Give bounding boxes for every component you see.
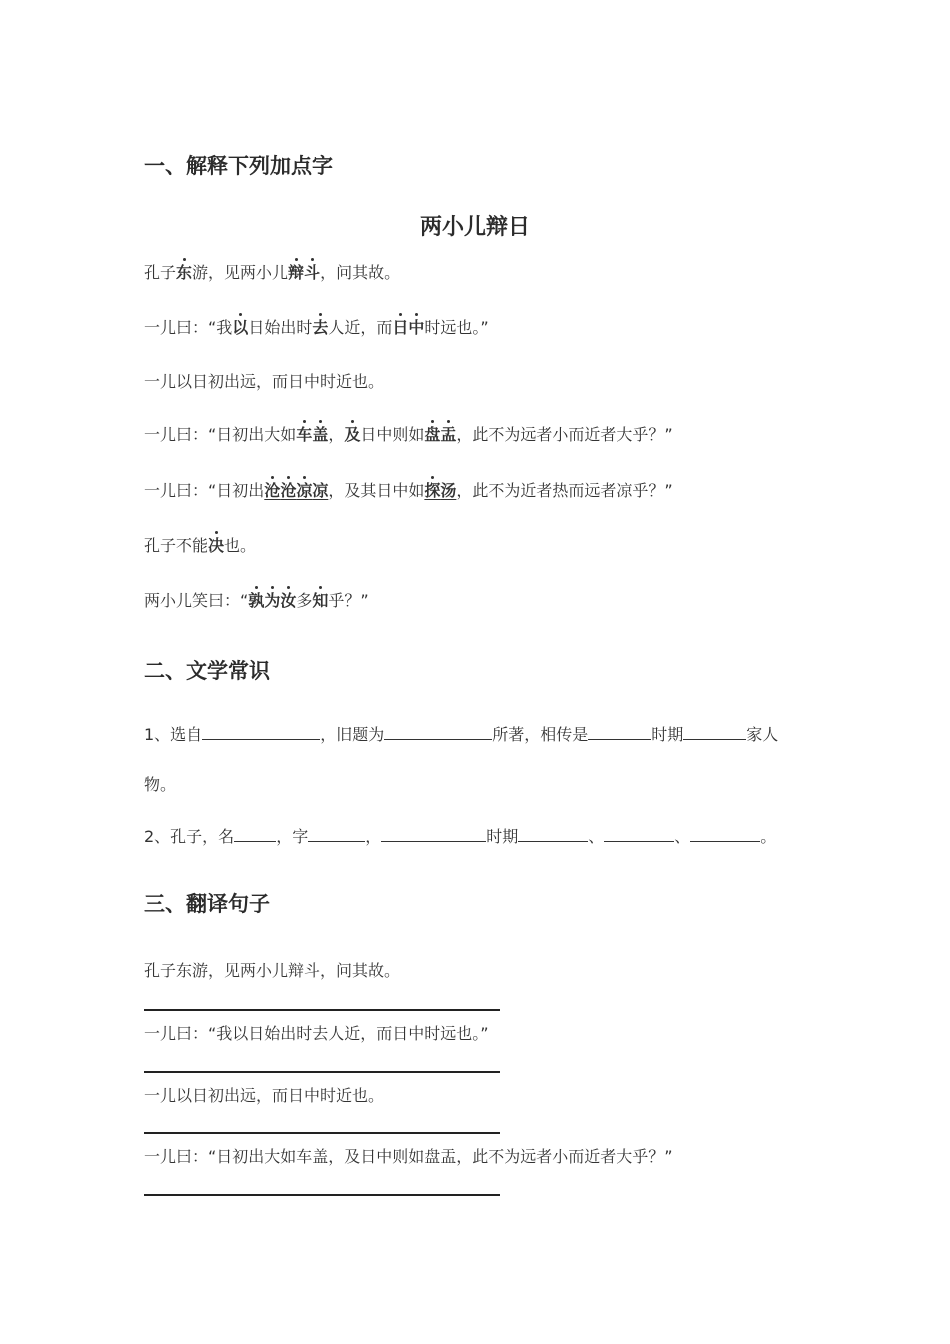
fill-blank-line [144,723,778,746]
text-run: 。 [760,827,777,846]
emphasized-char: 盘 [424,425,441,444]
text-run: 时期 [486,827,519,846]
text-run: ，此不为近者热而远者凉乎？” [456,481,673,500]
emphasized-char: 汝 [280,591,297,610]
fill-blank-line [144,825,776,848]
text-run: 、 [674,827,691,846]
text-run: 多 [296,591,313,610]
text-run: ，字 [276,827,309,846]
blank-field[interactable] [683,723,746,740]
text-run: ，问其故。 [320,263,401,282]
passage-line [144,317,489,339]
emphasized-char: 以 [232,318,249,337]
passage-title: 两小儿辩日 [419,215,530,240]
text-run: ， [328,425,345,444]
section-heading-2: 二、文学常识 [144,659,270,683]
section-heading-3: 三、翻译句子 [144,892,270,916]
emphasized-char: 中 [408,318,425,337]
translate-sentence: 一儿以日初出远，而日中时近也。 [144,1086,385,1105]
blank-field[interactable] [604,825,674,842]
text-run: ， [365,827,382,846]
emphasized-char: 辩 [288,263,305,282]
text-run: 、 [588,827,605,846]
text-run: ，及其日中如 [328,481,425,500]
translate-sentence: 孔子东游，见两小儿辩斗，问其故。 [144,961,401,980]
emphasized-char: 日 [392,318,409,337]
blank-field[interactable] [690,825,760,842]
text-run: 2、孔子，名 [144,827,235,846]
emphasized-char: 凉 [296,481,313,500]
emphasized-char: 孰 [248,591,265,610]
emphasized-char: 东 [176,263,193,282]
text-run: 孔子不能 [144,536,209,555]
answer-line[interactable] [144,1132,500,1134]
text-run: 日中则如 [360,425,425,444]
passage-line [144,590,369,612]
text-run: 物。 [144,775,177,794]
emphasized-char: 车 [296,425,313,444]
passage-line [144,262,400,284]
section-heading-1: 一、解释下列加点字 [144,154,333,178]
passage-line [144,371,384,393]
emphasized-char: 去 [312,318,329,337]
text-run: 两小儿笑曰：“ [144,591,249,610]
text-run: ，此不为远者小而近者大乎？” [456,425,673,444]
text-run: 也。 [224,536,257,555]
text-run: 时远也。” [424,318,489,337]
text-run: 一儿以日初出远，而日中时近也。 [144,372,385,391]
emphasized-char: 盂 [440,425,457,444]
blank-field[interactable] [234,825,276,842]
text-run: 一儿曰：“日初出 [144,481,265,500]
text-run: 孔子 [144,263,177,282]
emphasized-char: 汤 [440,481,457,500]
text-run: 一儿曰：“我 [144,318,233,337]
blank-field[interactable] [588,723,651,740]
answer-line[interactable] [144,1009,500,1011]
passage-line [144,535,256,557]
emphasized-char: 及 [344,425,361,444]
emphasized-char: 为 [264,591,281,610]
text-run: 1、选自 [144,725,203,744]
emphasized-char: 知 [312,591,329,610]
emphasized-char: 沧 [280,481,297,500]
emphasized-char: 凉 [312,481,329,500]
text-run: 所著，相传是 [492,725,589,744]
answer-line[interactable] [144,1194,500,1196]
text-run: 家人 [746,725,779,744]
blank-field[interactable] [381,825,486,842]
blank-field[interactable] [384,723,492,740]
text-run: 一儿曰：“日初出大如 [144,425,297,444]
passage-line [144,424,673,446]
emphasized-char: 探 [424,481,441,500]
text-run: 游，见两小儿 [192,263,289,282]
translate-sentence: 一儿曰：“我以日始出时去人近，而日中时远也。” [144,1024,489,1043]
blank-field[interactable] [518,825,588,842]
passage-line [144,480,673,502]
text-run: 日始出时 [248,318,313,337]
translate-sentence: 一儿曰：“日初出大如车盖，及日中则如盘盂，此不为远者小而近者大乎？” [144,1147,673,1166]
blank-field[interactable] [202,723,320,740]
text-run: 时期 [651,725,684,744]
emphasized-char: 决 [208,536,225,555]
answer-line[interactable] [144,1071,500,1073]
fill-blank-line [144,774,176,796]
text-run: 人近，而 [328,318,393,337]
blank-field[interactable] [308,825,365,842]
emphasized-char: 盖 [312,425,329,444]
text-run: ，旧题为 [320,725,385,744]
emphasized-char: 斗 [304,263,321,282]
text-run: 乎？” [328,591,369,610]
emphasized-char: 沧 [264,481,281,500]
